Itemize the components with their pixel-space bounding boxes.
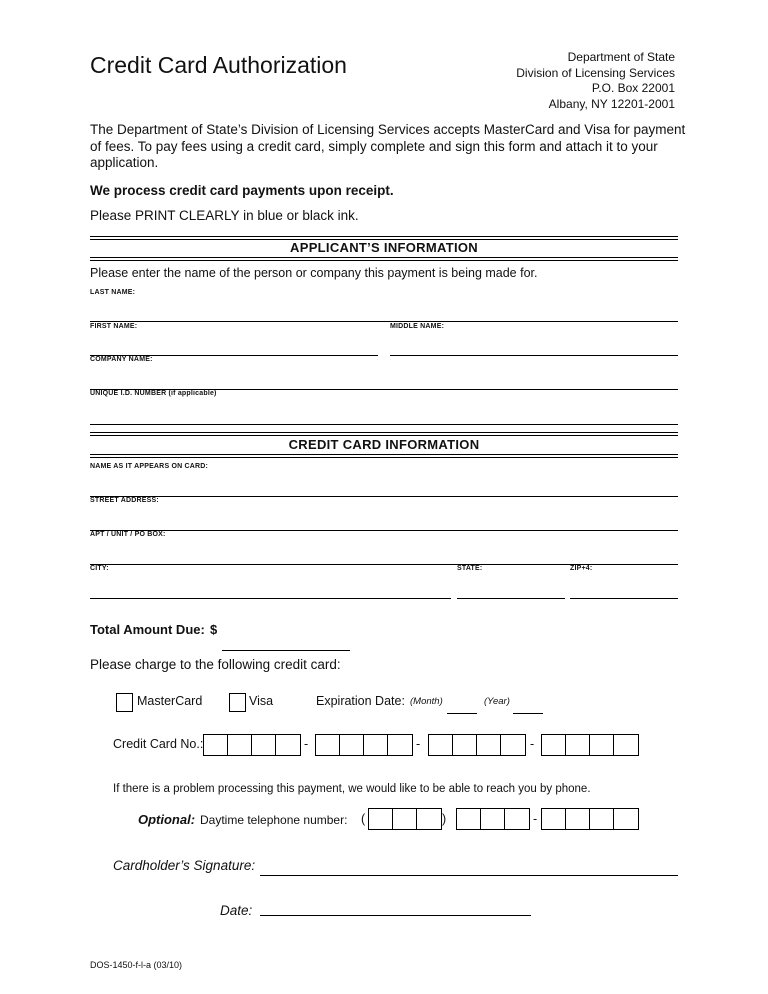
unique-id-field[interactable] bbox=[90, 424, 678, 425]
phone-close-paren: ) bbox=[442, 812, 447, 826]
optional-label: Optional: bbox=[138, 812, 196, 827]
card-number-group-2[interactable] bbox=[315, 734, 413, 756]
expiration-label: Expiration Date: bbox=[316, 694, 405, 708]
apt-label: APT / UNIT / PO BOX: bbox=[90, 531, 166, 538]
visa-label: Visa bbox=[249, 694, 274, 708]
address-line: Division of Licensing Services bbox=[516, 65, 675, 80]
print-note: Please PRINT CLEARLY in blue or black ink. bbox=[90, 208, 359, 223]
card-section-heading: CREDIT CARD INFORMATION bbox=[288, 437, 480, 452]
middle-name-field[interactable] bbox=[390, 355, 678, 356]
page-title: Credit Card Authorization bbox=[90, 52, 347, 78]
section-rule bbox=[90, 454, 678, 455]
zip-label: ZIP+4: bbox=[570, 565, 593, 572]
dash-separator: - bbox=[533, 812, 538, 826]
mastercard-checkbox[interactable] bbox=[116, 693, 133, 712]
city-label: CITY: bbox=[90, 565, 109, 572]
date-field[interactable] bbox=[260, 915, 531, 916]
address-line: Albany, NY 12201-2001 bbox=[548, 96, 675, 111]
state-label: STATE: bbox=[457, 565, 483, 572]
first-name-label: FIRST NAME: bbox=[90, 323, 138, 330]
card-number-group-3[interactable] bbox=[428, 734, 526, 756]
section-rule bbox=[90, 435, 678, 436]
month-label: (Month) bbox=[410, 696, 443, 707]
zip-field[interactable] bbox=[570, 598, 678, 599]
address-line: Department of State bbox=[567, 50, 675, 64]
section-rule bbox=[90, 257, 678, 258]
name-on-card-field[interactable] bbox=[90, 496, 678, 497]
agency-address bbox=[435, 50, 675, 112]
address-line: P.O. Box 22001 bbox=[591, 81, 675, 95]
charge-instruction: Please charge to the following credit card: bbox=[90, 657, 341, 672]
card-number-group-4[interactable] bbox=[541, 734, 639, 756]
last-name-label: LAST NAME: bbox=[90, 289, 136, 296]
section-rule bbox=[90, 457, 678, 458]
card-number-label: Credit Card No.: bbox=[113, 737, 204, 751]
section-rule bbox=[90, 432, 678, 433]
phone-exchange[interactable] bbox=[456, 808, 530, 830]
dash-separator: - bbox=[304, 737, 309, 751]
dash-separator: - bbox=[530, 737, 535, 751]
form-code: DOS-1450-f-l-a (03/10) bbox=[90, 960, 183, 970]
expiration-month-field[interactable] bbox=[447, 713, 477, 714]
phone-area-code[interactable] bbox=[368, 808, 442, 830]
intro-paragraph: The Department of State’s Division of Licensing Services accepts MasterCard and Visa for payment of fees. To pay fees using a credit card, simply complete and sign this form and attach it to your application. bbox=[90, 122, 686, 170]
date-label: Date: bbox=[220, 903, 253, 918]
phone-label: Daytime telephone number: bbox=[200, 813, 348, 827]
name-on-card-label: NAME AS IT APPEARS ON CARD: bbox=[90, 463, 209, 470]
applicant-instruction: Please enter the name of the person or company this payment is being made for. bbox=[90, 266, 538, 280]
city-field[interactable] bbox=[90, 598, 451, 599]
total-amount-field[interactable] bbox=[222, 650, 350, 651]
card-number-group-1[interactable] bbox=[203, 734, 301, 756]
phone-problem-note: If there is a problem processing this payment, we would like to be able to reach you by phone. bbox=[113, 783, 591, 795]
currency-symbol: $ bbox=[210, 622, 218, 637]
applicant-section-heading: APPLICANT’S INFORMATION bbox=[290, 240, 478, 255]
last-name-field[interactable] bbox=[90, 321, 678, 322]
total-amount-label: Total Amount Due: bbox=[90, 622, 205, 637]
dash-separator: - bbox=[416, 737, 421, 751]
visa-checkbox[interactable] bbox=[229, 693, 246, 712]
section-rule bbox=[90, 236, 678, 237]
street-address-label: STREET ADDRESS: bbox=[90, 497, 159, 504]
expiration-year-field[interactable] bbox=[513, 713, 543, 714]
section-rule bbox=[90, 260, 678, 261]
year-label: (Year) bbox=[484, 696, 510, 707]
company-name-label: COMPANY NAME: bbox=[90, 356, 153, 363]
receipt-notice: We process credit card payments upon receipt. bbox=[90, 183, 394, 198]
unique-id-label: UNIQUE I.D. NUMBER (if applicable) bbox=[90, 390, 217, 397]
mastercard-label: MasterCard bbox=[137, 694, 203, 708]
signature-field[interactable] bbox=[260, 875, 678, 876]
phone-open-paren: ( bbox=[361, 812, 366, 826]
phone-line-number[interactable] bbox=[541, 808, 639, 830]
street-address-field[interactable] bbox=[90, 530, 678, 531]
signature-label: Cardholder’s Signature: bbox=[113, 858, 256, 873]
state-field[interactable] bbox=[457, 598, 565, 599]
middle-name-label: MIDDLE NAME: bbox=[390, 323, 445, 330]
